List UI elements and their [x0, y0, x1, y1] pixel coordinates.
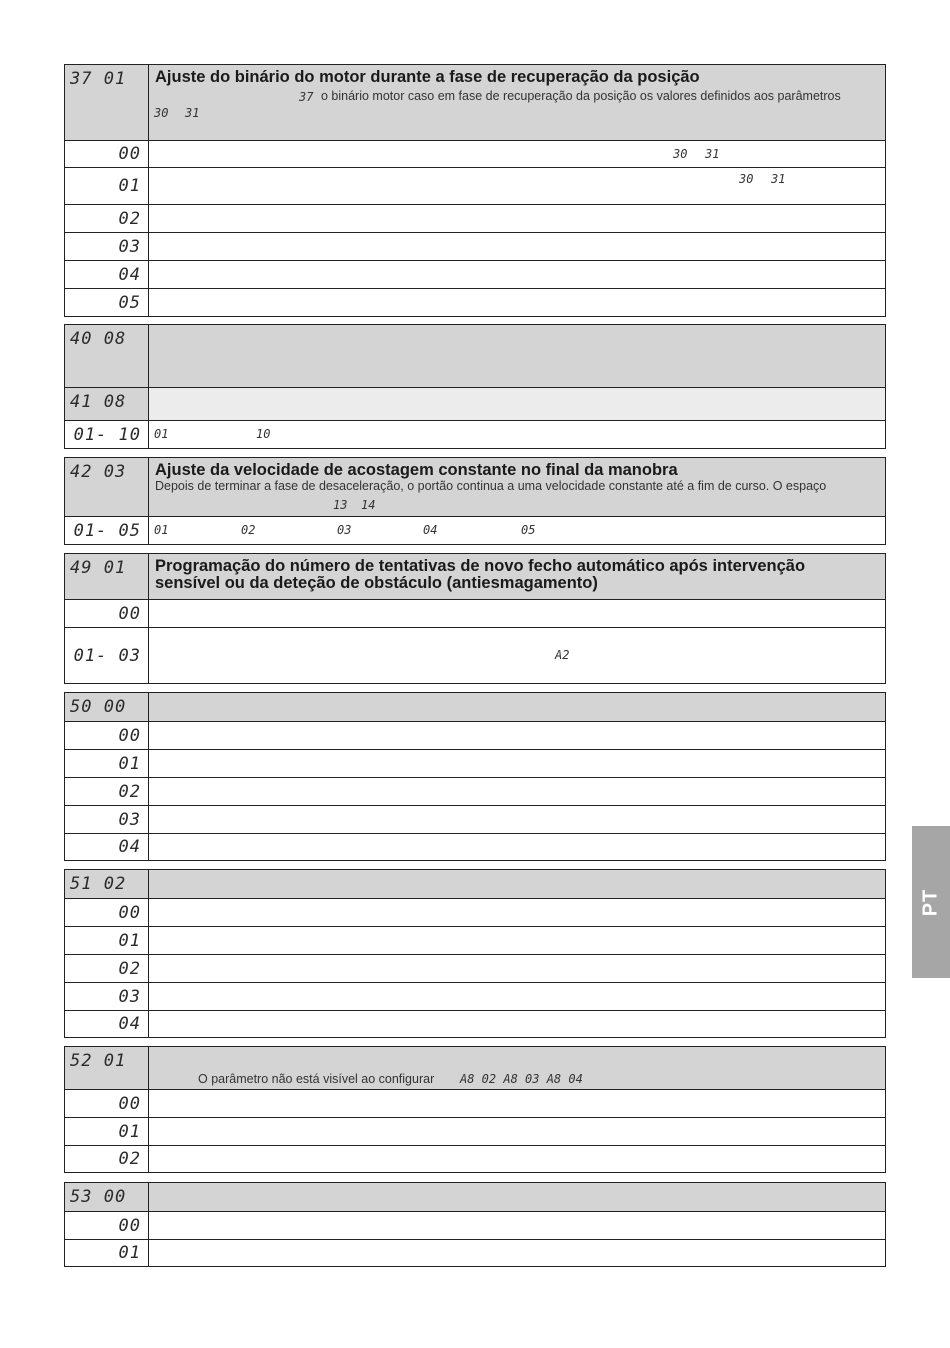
param-40-header [65, 325, 885, 388]
param-37-header [65, 65, 885, 141]
param-40-code: 40 08 [65, 325, 149, 387]
param-37-title: Ajuste do binário do motor durante a fase de recuperação da posição [155, 68, 700, 86]
param-51-header [65, 870, 885, 899]
table-row: 02 [65, 1146, 885, 1173]
table-row: 03 [65, 233, 885, 261]
table-row: 02 [65, 955, 885, 983]
param-50-block [64, 692, 886, 861]
table-row: 01- 05 01 02 03 04 05 [65, 517, 885, 545]
table-row: 01 [65, 1118, 885, 1146]
table-row: 03 [65, 983, 885, 1011]
table-row: 01 [65, 750, 885, 778]
table-row: 02 [65, 778, 885, 806]
param-42-header: 42 03 Ajuste da velocidade de acostagem constante no final da manobra Depois de terminar a fase de desaceleração, o portão continua a uma velocidade constante até a fim de curso. O espaço 13 14 [65, 458, 885, 517]
table-row: 00 [65, 1090, 885, 1118]
table-row: 00 30 31 [65, 141, 885, 168]
table-row: 04 [65, 1011, 885, 1038]
param-51-block [64, 869, 886, 1038]
param-42-desc: Depois de terminar a fase de desaceleração, o portão continua a uma velocidade constante até a fim de curso. O espaço [155, 479, 827, 493]
param-42-title: Ajuste da velocidade de acostagem constante no final da manobra [155, 461, 678, 479]
param-52-code: 52 01 [65, 1047, 149, 1089]
language-tab-label: PT [919, 888, 942, 916]
table-row: 04 [65, 834, 885, 861]
param-51-code: 51 02 [65, 870, 149, 898]
table-row: 02 [65, 205, 885, 233]
table-row: 05 [65, 289, 885, 317]
param-50-code: 50 00 [65, 693, 149, 721]
param-40-block [64, 324, 886, 449]
table-row: 01- 10 01 10 [65, 421, 885, 449]
param-37-desc: o binário motor caso em fase de recuperação da posição os valores definidos aos parâmetros [321, 89, 841, 103]
table-row: 00 [65, 899, 885, 927]
param-52-header [65, 1047, 885, 1090]
param-42-block [64, 457, 886, 545]
table-row: 01- 03 A2 [65, 628, 885, 684]
param-41-code: 41 08 [65, 388, 149, 420]
param-50-header [65, 693, 885, 722]
param-37-desc-p1: 30 [154, 106, 169, 120]
param-37-block [64, 64, 886, 317]
param-53-header [65, 1183, 885, 1212]
language-tab [912, 826, 950, 978]
param-37-desc-p2: 31 [185, 106, 200, 120]
param-49-header: 49 01 Programação do número de tentativas de novo fecho automático após intervenção sensível ou da deteção de obstáculo (antiesmagamento) [65, 554, 885, 600]
param-49-code: 49 01 [65, 554, 149, 599]
param-37-desc-code: 37 [299, 90, 314, 104]
param-42-code: 42 03 [65, 458, 149, 516]
table-row: 01 [65, 1240, 885, 1267]
table-row: 01 [65, 927, 885, 955]
param-52-note: O parâmetro não está visível ao configurar [198, 1072, 435, 1086]
param-49-block [64, 553, 886, 684]
table-row: 00 [65, 600, 885, 628]
param-52-note-refs: A8 02 A8 03 A8 04 [460, 1072, 583, 1086]
param-53-block [64, 1182, 886, 1267]
param-41-header [65, 388, 885, 421]
param-53-code: 53 00 [65, 1183, 149, 1211]
table-row: 00 [65, 1212, 885, 1240]
table-row: 01 30 31 [65, 168, 885, 205]
param-52-block [64, 1046, 886, 1173]
param-37-code: 37 01 [65, 65, 149, 140]
table-row: 00 [65, 722, 885, 750]
table-row: 04 [65, 261, 885, 289]
table-row: 03 [65, 806, 885, 834]
